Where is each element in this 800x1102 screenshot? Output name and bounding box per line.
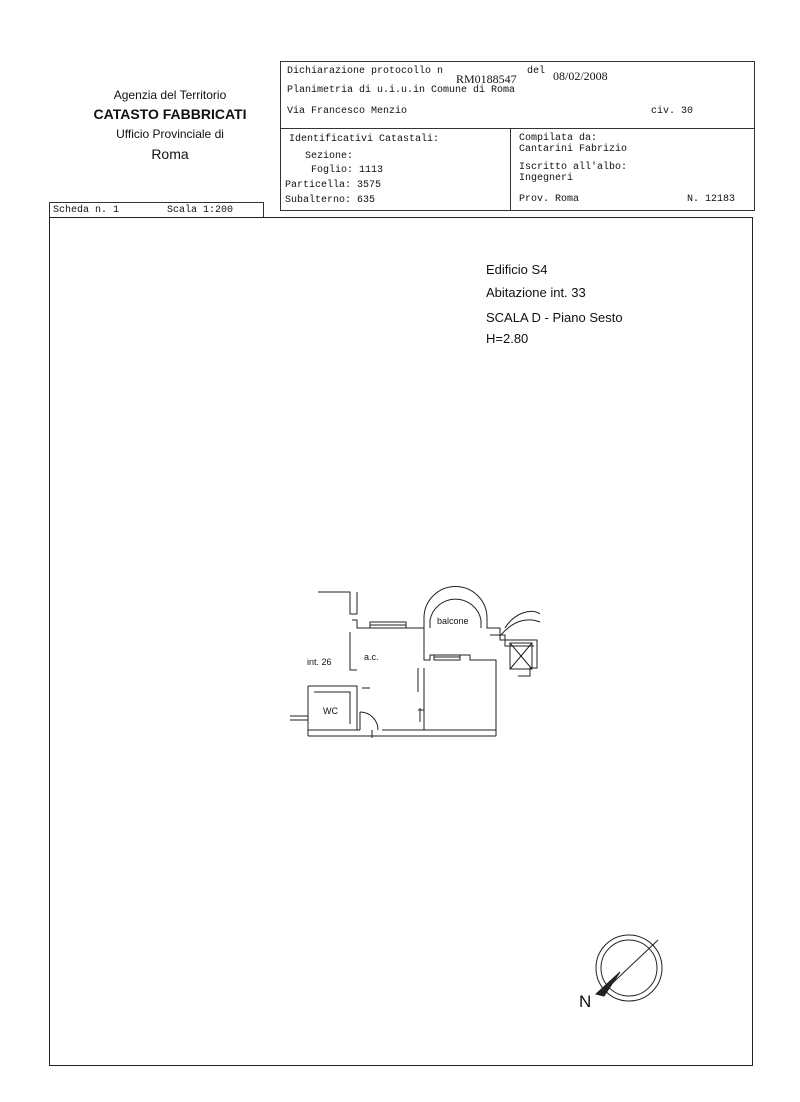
protocol-number: RM0188547 xyxy=(456,72,517,86)
label-balcone: balcone xyxy=(437,616,469,626)
province: Prov. Roma xyxy=(519,194,580,205)
compiler-name: Cantarini Fabrizio xyxy=(519,144,628,155)
dwelling-id: Abitazione int. 33 xyxy=(486,285,586,300)
scale: Scala 1:200 xyxy=(167,205,234,216)
label-int26: int. 26 xyxy=(307,657,332,667)
sezione: Sezione: xyxy=(305,151,354,162)
civic-number: civ. 30 xyxy=(651,106,694,117)
agency-office: Ufficio Provinciale di xyxy=(116,127,224,141)
registration-number: N. 12183 xyxy=(687,194,736,205)
north-label: N xyxy=(579,992,592,1011)
stair-floor: SCALA D - Piano Sesto xyxy=(486,310,623,325)
albo-label: Iscritto all'albo: xyxy=(519,162,628,173)
agency-department: CATASTO FABBRICATI xyxy=(93,106,247,122)
compiler-title: Compilata da: xyxy=(519,133,598,144)
label-wc: WC xyxy=(323,706,338,716)
particella: Particella: 3575 xyxy=(285,180,382,191)
protocol-label: Dichiarazione protocollo n xyxy=(287,66,444,77)
agency-name: Agenzia del Territorio xyxy=(113,88,227,102)
cadastral-title: Identificativi Catastali: xyxy=(289,134,440,145)
foglio: Foglio: 1113 xyxy=(311,165,384,176)
date-label: del xyxy=(527,66,546,77)
protocol-date: 08/02/2008 xyxy=(553,69,608,83)
subalterno: Subalterno: 635 xyxy=(285,195,376,206)
scheda-number: Scheda n. 1 xyxy=(53,205,120,216)
address: Via Francesco Menzio xyxy=(287,106,408,117)
label-ac: a.c. xyxy=(364,652,379,662)
ceiling-height: H=2.80 xyxy=(486,331,529,346)
albo-category: Ingegneri xyxy=(519,173,574,184)
building-id: Edificio S4 xyxy=(486,262,548,277)
agency-city: Roma xyxy=(151,146,189,162)
compass-rose xyxy=(596,935,662,1001)
planimetry-title: Planimetria di u.i.u.in Comune di Roma xyxy=(287,85,516,96)
